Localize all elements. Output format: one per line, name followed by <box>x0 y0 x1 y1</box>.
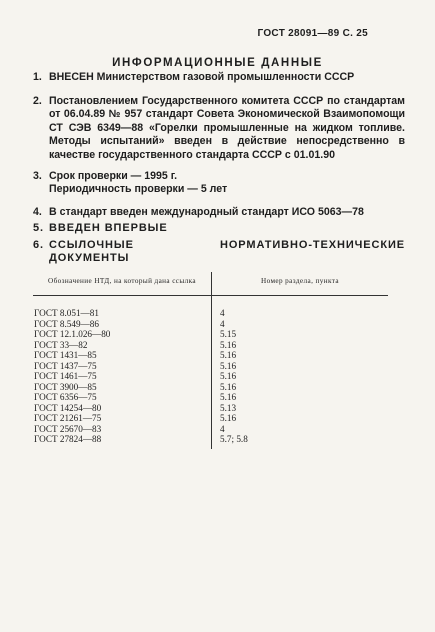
cell-designation: ГОСТ 3900—85 <box>33 382 212 393</box>
table-row <box>33 413 388 424</box>
column-header-designation: Обозначение НТД, на который дана ссылка <box>33 272 212 296</box>
item-text: ВНЕСЕН Министерством газовой промышленности СССР <box>49 71 355 83</box>
item-number: 2. <box>33 95 42 107</box>
cell-section: 4 <box>220 318 225 329</box>
page-header: ГОСТ 28091—89 С. 25 <box>257 28 368 39</box>
cell-section: 4 <box>220 308 225 318</box>
cell-section: 5.16 <box>220 339 237 350</box>
cell-section: 5.16 <box>220 392 237 402</box>
column-header-section: Номер раздела, пункта <box>212 272 389 296</box>
table-row <box>33 392 388 403</box>
item-number: 6. <box>33 239 44 251</box>
table-row <box>33 319 388 330</box>
cell-section: 5.7; 5.8 <box>220 434 248 444</box>
item-number: 3. <box>33 170 42 182</box>
cell-designation: ГОСТ 27824—88 <box>33 434 212 449</box>
item-text: Срок проверки — 1995 г. <box>49 170 178 182</box>
info-item-3 <box>33 170 405 197</box>
cell-designation: ГОСТ 1461—75 <box>33 371 212 382</box>
info-item-1 <box>33 71 405 84</box>
cell-designation: ГОСТ 33—82 <box>33 340 212 351</box>
table-row <box>33 403 388 414</box>
cell-section: 5.16 <box>220 360 237 371</box>
cell-designation: ГОСТ 1431—85 <box>33 350 212 361</box>
cell-designation: ГОСТ 12.1.026—80 <box>33 329 212 340</box>
info-item-4 <box>33 206 405 219</box>
cell-section: 5.15 <box>220 329 237 339</box>
item-text: Постановлением Государственного комитета СССР по стандартам от 06.04.89 № 957 стандарт Совета Экономической Взаимопомощи СТ СЭВ 6349—88 «Горелки промышленные на жидком топливе. Методы испытаний» введен в действие непосредственно в качестве государственного стандарта СССР с 01.01.90 <box>49 95 405 161</box>
cell-designation: ГОСТ 25670—83 <box>33 424 212 435</box>
table-row <box>33 329 388 340</box>
table-row <box>33 296 388 319</box>
item-number: 4. <box>33 206 42 218</box>
cell-designation: ГОСТ 14254—80 <box>33 403 212 414</box>
cell-designation: ГОСТ 8.549—86 <box>33 319 212 330</box>
table-header-row <box>33 272 388 296</box>
item-text-line-2: Периодичность проверки — 5 лет <box>49 183 228 196</box>
table-row <box>33 424 388 435</box>
reference-table <box>33 272 388 449</box>
cell-section: 5.16 <box>220 381 237 392</box>
cell-section: 5.16 <box>220 371 237 381</box>
item-text: В стандарт введен международный стандарт ИСО 5063—78 <box>49 206 364 218</box>
section-title: ИНФОРМАЦИОННЫЕ ДАННЫЕ <box>112 57 323 69</box>
item-text: ВВЕДЕН ВПЕРВЫЕ <box>49 222 168 234</box>
cell-designation: ГОСТ 21261—75 <box>33 413 212 424</box>
table-row <box>33 434 388 449</box>
table-row <box>33 350 388 361</box>
item-number: 1. <box>33 71 42 83</box>
cell-section: 4 <box>220 423 225 434</box>
table-row <box>33 361 388 372</box>
cell-designation: ГОСТ 6356—75 <box>33 392 212 403</box>
item-text: ССЫЛОЧНЫЕ НОРМАТИВНО-ТЕХНИЧЕСКИЕ ДОКУМЕНТЫ <box>49 239 405 265</box>
table-row <box>33 382 388 393</box>
cell-section: 5.13 <box>220 402 237 413</box>
table-row <box>33 371 388 382</box>
cell-section: 5.16 <box>220 413 237 423</box>
info-item-2 <box>33 95 405 162</box>
info-item-6 <box>33 239 405 266</box>
info-item-5 <box>33 222 405 235</box>
cell-designation: ГОСТ 8.051—81 <box>33 296 212 319</box>
table-row <box>33 340 388 351</box>
cell-designation: ГОСТ 1437—75 <box>33 361 212 372</box>
cell-section: 5.16 <box>220 350 237 360</box>
item-number: 5. <box>33 222 44 234</box>
